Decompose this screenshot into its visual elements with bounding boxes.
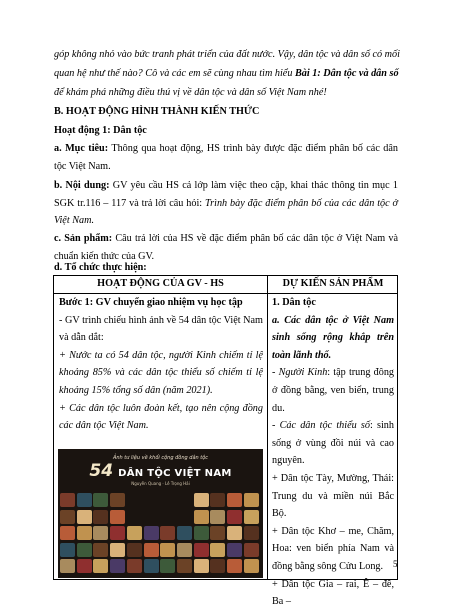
kinh-text: : tập trung đông ở đồng bằng, ven biển, trung du.: [272, 367, 395, 414]
content-label: b. Nội dung:: [54, 180, 110, 191]
portrait-tile: [227, 510, 242, 524]
portrait-tile: [244, 493, 259, 507]
intro-line-2: [54, 68, 399, 80]
product-label: c. Sản phẩm:: [54, 233, 113, 244]
portrait-tile: [227, 543, 242, 557]
portrait-tile: [244, 526, 259, 540]
portrait-tile: [60, 543, 75, 557]
portrait-tile: [110, 543, 125, 557]
right-para-1: + Dân tộc Tày, Mường, Thái: Trung du và miền núi Bắc Bộ.: [272, 472, 394, 520]
product-column: [272, 294, 394, 611]
cover-heading: [58, 461, 263, 481]
portrait-tile: [194, 526, 209, 540]
portrait-tile: [160, 543, 175, 557]
portrait-tile: [144, 543, 159, 557]
portrait-tile: [77, 559, 92, 573]
cover-main-title: DÂN TỘC VIỆT NAM: [118, 468, 232, 479]
section-1-title: 1. Dân tộc: [272, 297, 316, 308]
table-header: [54, 276, 397, 294]
cover-subtitle: Ảnh tư liệu về khối cộng đồng dân tộc: [112, 455, 209, 461]
portrait-tile: [60, 526, 75, 540]
point-a: a. Các dân tộc ở Việt Nam sinh sống rộng khắp trên toàn lãnh thổ.: [272, 314, 394, 361]
minority-paragraph: [272, 417, 394, 470]
intro-line-3: để khám phá những điều thú vị về dân tộc và dân số Việt Nam nhé!: [54, 87, 327, 98]
portrait-tile: [177, 526, 192, 540]
header-teacher-student: HOẠT ĐỘNG CỦA GV - HS: [97, 278, 224, 289]
intro-line-1: góp không nhỏ vào bức tranh phát triển của đất nước. Vậy, dân tộc và dân số có mối: [54, 49, 400, 60]
left-para-3: + Các dân tộc luôn đoàn kết, tạo nên cộng đồng các dân tộc Việt Nam.: [59, 402, 263, 432]
portrait-tile: [210, 526, 225, 540]
page-number: 5: [393, 559, 398, 569]
portrait-tile: [177, 559, 192, 573]
portrait-tile: [60, 559, 75, 573]
portrait-tile: [60, 493, 75, 507]
portrait-tile: [210, 510, 225, 524]
portrait-tile: [77, 526, 92, 540]
portrait-tile: [110, 493, 125, 507]
minority-text: : sinh sống ở vùng đồi núi và cao nguyên.: [272, 420, 394, 467]
portrait-tile: [77, 543, 92, 557]
portrait-tile: [110, 510, 125, 524]
portrait-tile: [194, 543, 209, 557]
portrait-tile: [93, 543, 108, 557]
portrait-tile: [244, 559, 259, 573]
portrait-tile: [244, 510, 259, 524]
portrait-tile: [227, 559, 242, 573]
cover-authors: Nguyễn Quang · Lê Trọng Hải: [131, 481, 190, 486]
right-para-2: + Dân tộc Khơ – me, Chăm, Hoa: ven biển phía Nam và đồng bằng sông Cửu Long.: [272, 525, 394, 572]
portrait-tile: [127, 559, 142, 573]
portrait-tile: [77, 510, 92, 524]
intro-line-2-text: quan hệ như thế nào? Cô và các em sẽ cùng nhau tìm hiểu: [54, 68, 295, 79]
left-para-2: + Nước ta có 54 dân tộc, người Kinh chiếm tỉ lệ khoảng 85% và các dân tộc thiểu số chiếm tỉ lệ khoảng 15% tổng số dân (năm 2021).: [59, 349, 263, 396]
product-paragraph: [54, 230, 398, 265]
activity-table: [53, 275, 398, 608]
cover-title-block: [58, 455, 263, 486]
kinh-label: - Người Kinh: [272, 367, 328, 379]
teacher-column: [59, 294, 263, 435]
content-text: GV yêu cầu HS cả lớp làm việc theo cặp, khai thác thông tin mục 1 SGK tr.116 – 117 và trả lời câu hỏi:: [54, 180, 398, 209]
content-paragraph: [54, 177, 398, 230]
portrait-tile: [177, 543, 192, 557]
portrait-tile: [160, 526, 175, 540]
portrait-tile: [194, 510, 209, 524]
portrait-tile: [93, 510, 108, 524]
portrait-tile: [210, 493, 225, 507]
left-para-1: - GV trình chiếu hình ảnh về 54 dân tộc Việt Nam và dẫn dắt:: [59, 314, 263, 344]
section-b-heading: B. HOẠT ĐỘNG HÌNH THÀNH KIẾN THỨC: [54, 106, 260, 117]
organization-heading: d. Tổ chức thực hiện:: [54, 262, 147, 273]
portrait-tile: [227, 526, 242, 540]
step-1-title: Bước 1: GV chuyển giao nhiệm vụ học tập: [59, 297, 243, 308]
kinh-paragraph: [272, 364, 394, 417]
cover-number: 54: [89, 461, 114, 481]
portrait-tile: [110, 526, 125, 540]
portrait-tile: [160, 559, 175, 573]
portrait-tile: [227, 493, 242, 507]
portrait-tile: [77, 493, 92, 507]
column-divider: [267, 276, 268, 579]
content-question: Trình bày đặc điểm phân bố của các dân tộc ở Việt Nam.: [54, 197, 398, 227]
portrait-tile: [194, 559, 209, 573]
right-para-3: + Dân tộc Gia – rai, Ê – đê, Ba –: [272, 578, 394, 608]
goal-label: a. Mục tiêu:: [54, 143, 109, 154]
goal-text: Thông qua hoạt động, HS trình bày được đặc điểm phân bố các dân tộc Việt Nam.: [54, 143, 398, 172]
portrait-tile: [210, 559, 225, 573]
portrait-tile: [127, 543, 142, 557]
portrait-tile: [210, 543, 225, 557]
portrait-mosaic: [60, 493, 261, 576]
portrait-tile: [144, 526, 159, 540]
ethnic-groups-book-cover: [58, 449, 263, 578]
activity-title: Hoạt động 1: Dân tộc: [54, 125, 147, 136]
lesson-title: Bài 1: Dân tộc và dân số: [294, 68, 399, 79]
portrait-tile: [93, 526, 108, 540]
portrait-tile: [93, 559, 108, 573]
portrait-tile: [127, 526, 142, 540]
goal-paragraph: [54, 140, 398, 175]
header-expected-product: DỰ KIẾN SẢN PHẨM: [282, 278, 384, 289]
product-text: Câu trả lời của HS về đặc điểm phân bố các dân tộc ở Việt Nam và chuẩn kiến thức của GV.: [54, 233, 398, 262]
portrait-tile: [194, 493, 209, 507]
portrait-tile: [93, 493, 108, 507]
portrait-tile: [110, 559, 125, 573]
portrait-tile: [60, 510, 75, 524]
minority-label: - Các dân tộc thiểu số: [272, 420, 370, 432]
portrait-tile: [144, 559, 159, 573]
portrait-tile: [244, 543, 259, 557]
